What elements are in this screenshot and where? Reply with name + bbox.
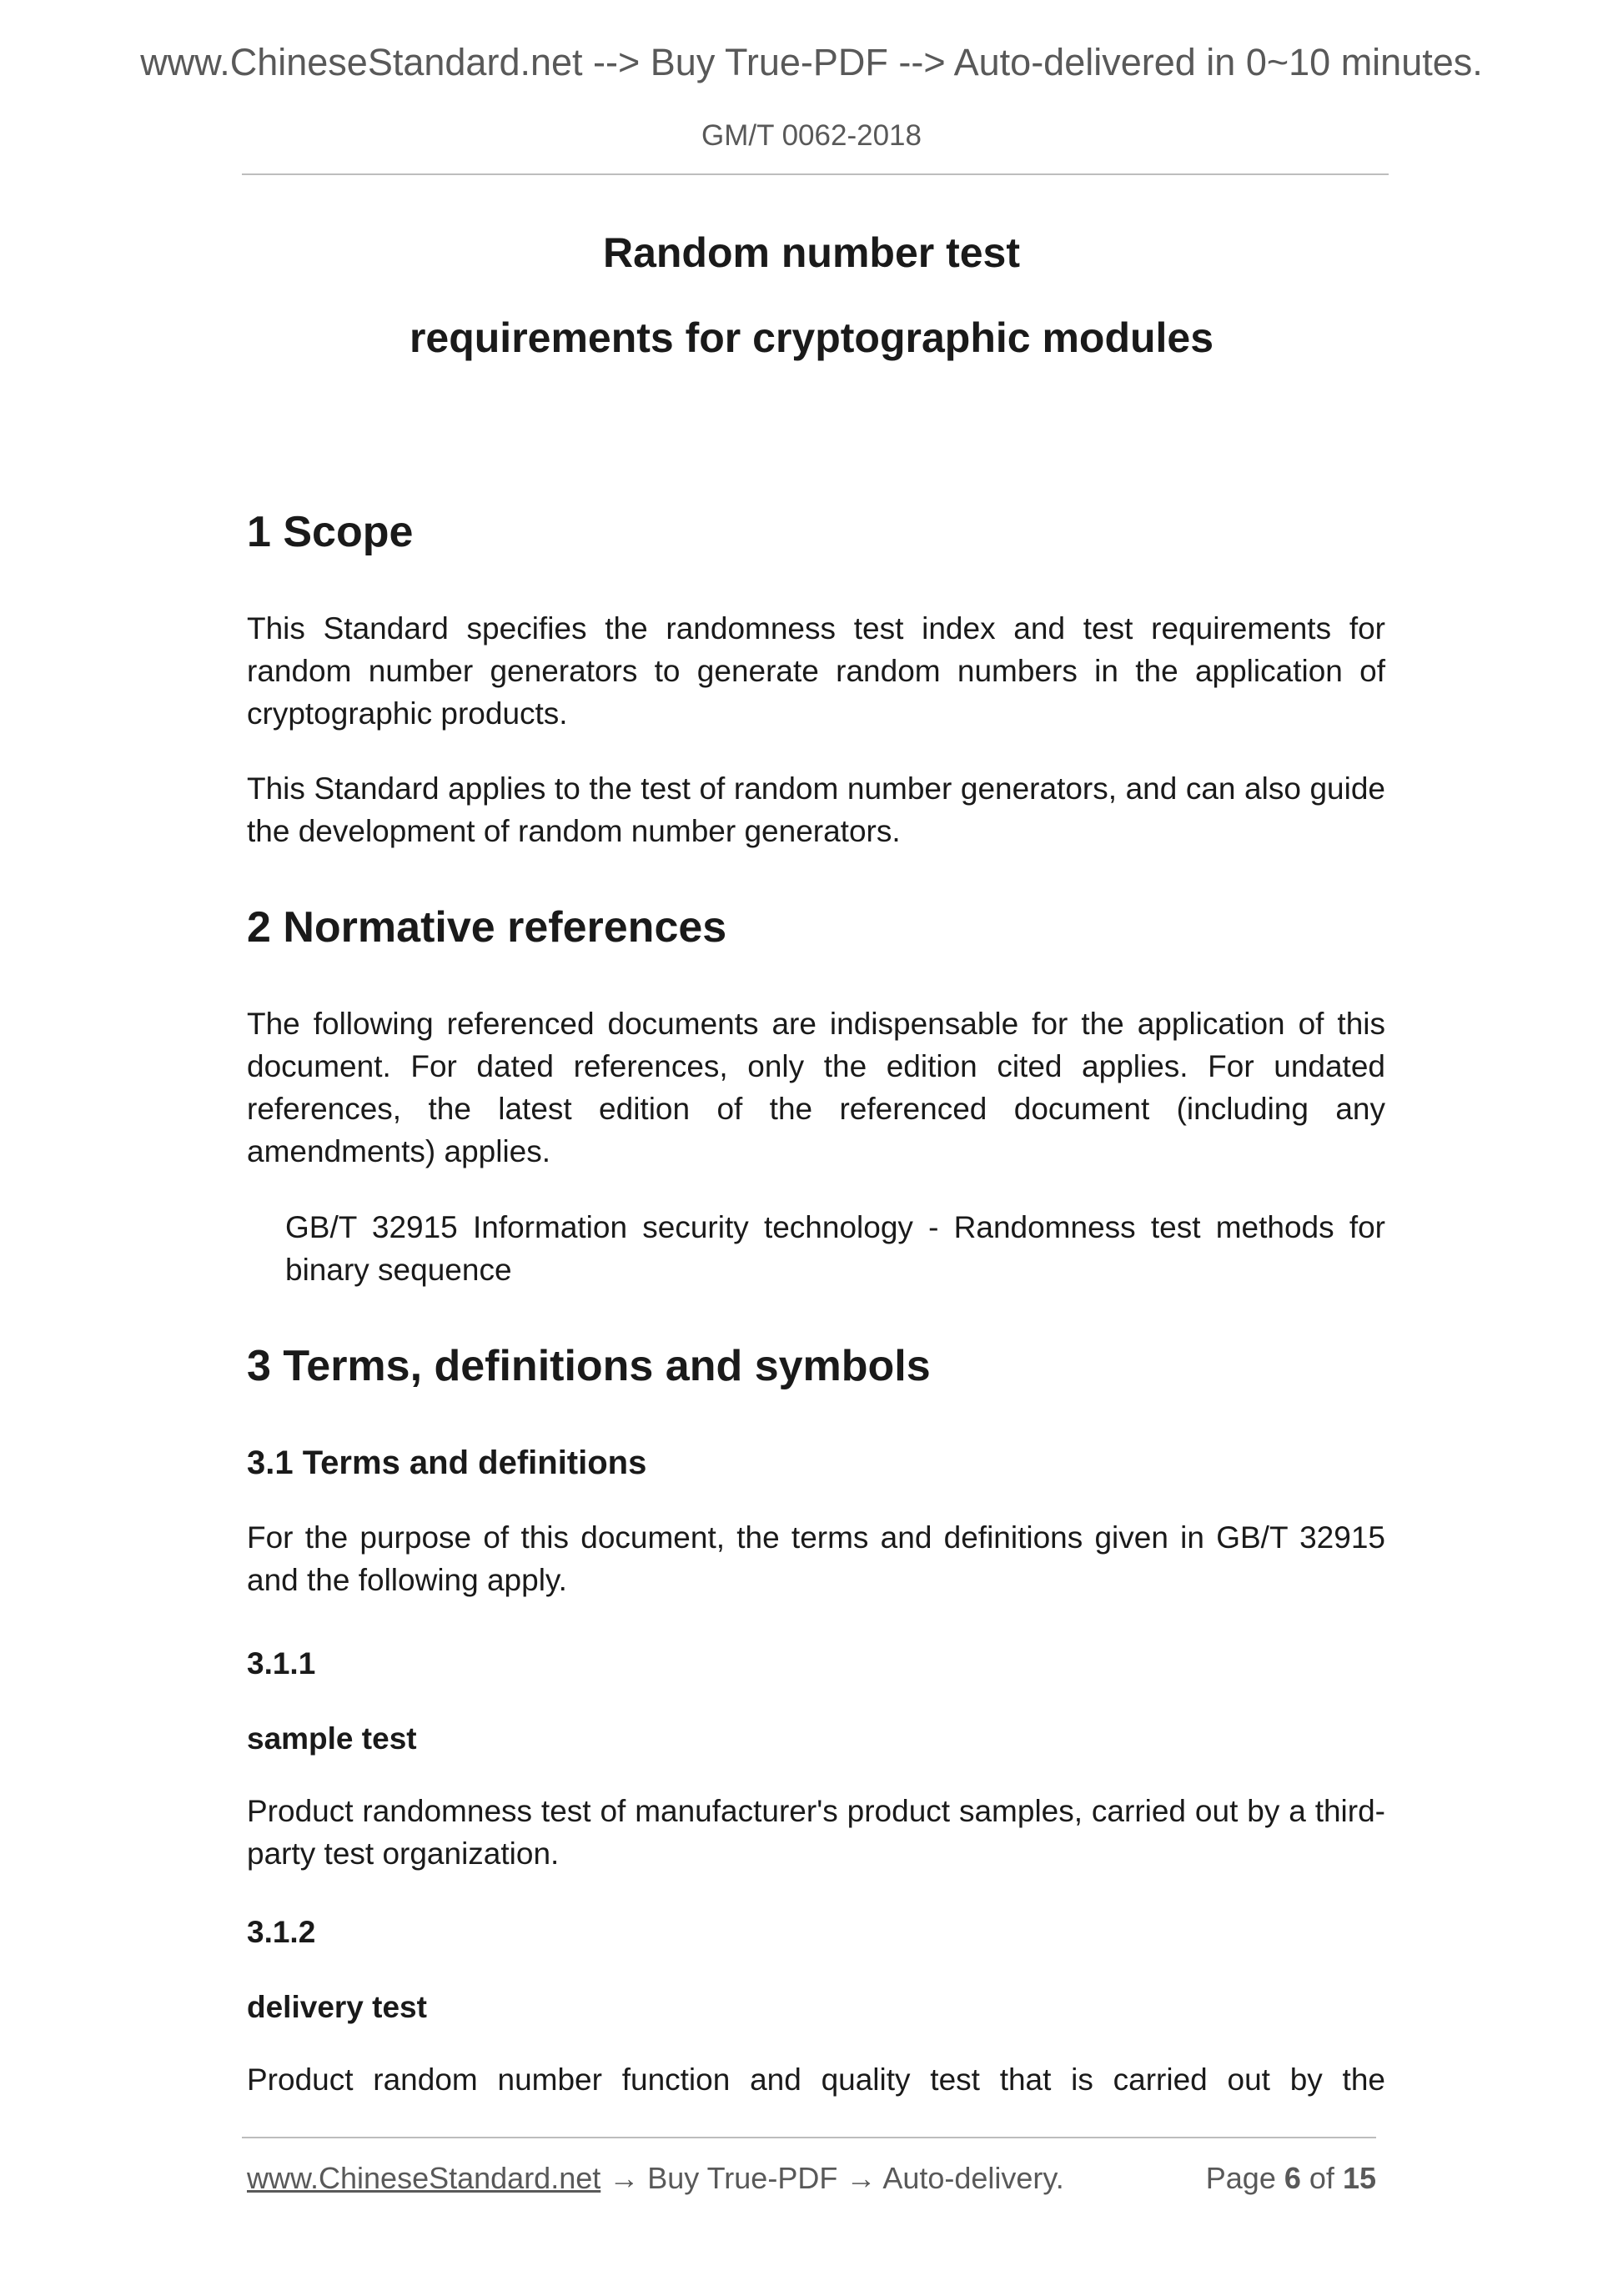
scope-paragraph-1: This Standard specifies the randomness test index and test requirements for random number generators to generate random numbers in the application of cryptographic products. xyxy=(247,611,1385,731)
page-number xyxy=(1206,2163,1376,2193)
term-3-1-1-name: sample test xyxy=(247,1721,417,1756)
subsection-3-1-heading: 3.1 Terms and definitions xyxy=(247,1444,647,1481)
footer-tail-text: → Buy True-PDF → Auto-delivery. xyxy=(600,2161,1064,2195)
page-total: 15 xyxy=(1342,2161,1376,2195)
section-2-heading: 2 Normative references xyxy=(247,903,727,952)
section-1-heading: 1 Scope xyxy=(247,508,414,556)
term-3-1-2-number: 3.1.2 xyxy=(247,1915,316,1949)
of-label: of xyxy=(1309,2161,1334,2195)
footer-link[interactable]: www.ChineseStandard.net xyxy=(247,2161,601,2195)
term-3-1-1-number: 3.1.1 xyxy=(247,1646,316,1681)
section-3-heading: 3 Terms, definitions and symbols xyxy=(247,1342,931,1390)
document-title-line-1: Random number test xyxy=(602,229,1021,276)
header-divider xyxy=(242,173,1389,175)
term-3-1-2-definition: Product random number function and quality test that is carried out by the xyxy=(247,2062,1385,2097)
page-current: 6 xyxy=(1284,2161,1301,2195)
scope-paragraph-2: This Standard applies to the test of random number generators, and can also guide the development of random number generators. xyxy=(247,771,1385,848)
document-title-line-2: requirements for cryptographic modules xyxy=(409,314,1214,361)
standard-code: GM/T 0062-2018 xyxy=(701,119,922,152)
term-3-1-1-definition: Product randomness test of manufacturer's product samples, carried out by a third-party test organization. xyxy=(247,1794,1385,1871)
footer-source xyxy=(247,2163,1064,2193)
normative-paragraph: The following referenced documents are indispensable for the application of this document. For dated references, only the edition cited applies. For undated references, the latest edition of the referenced document (including any amendments) applies. xyxy=(247,1007,1385,1168)
normative-reference-item: GB/T 32915 Information security technology - Randomness test methods for binary sequence xyxy=(285,1210,1385,1287)
terms-intro-paragraph: For the purpose of this document, the terms and definitions given in GB/T 32915 and the following apply. xyxy=(247,1520,1385,1597)
footer-divider xyxy=(242,2137,1376,2138)
term-3-1-2-name: delivery test xyxy=(247,1990,427,2024)
top-banner: www.ChineseStandard.net --> Buy True-PDF --> Auto-delivered in 0~10 minutes. xyxy=(140,41,1483,83)
page-label: Page xyxy=(1205,2161,1276,2195)
